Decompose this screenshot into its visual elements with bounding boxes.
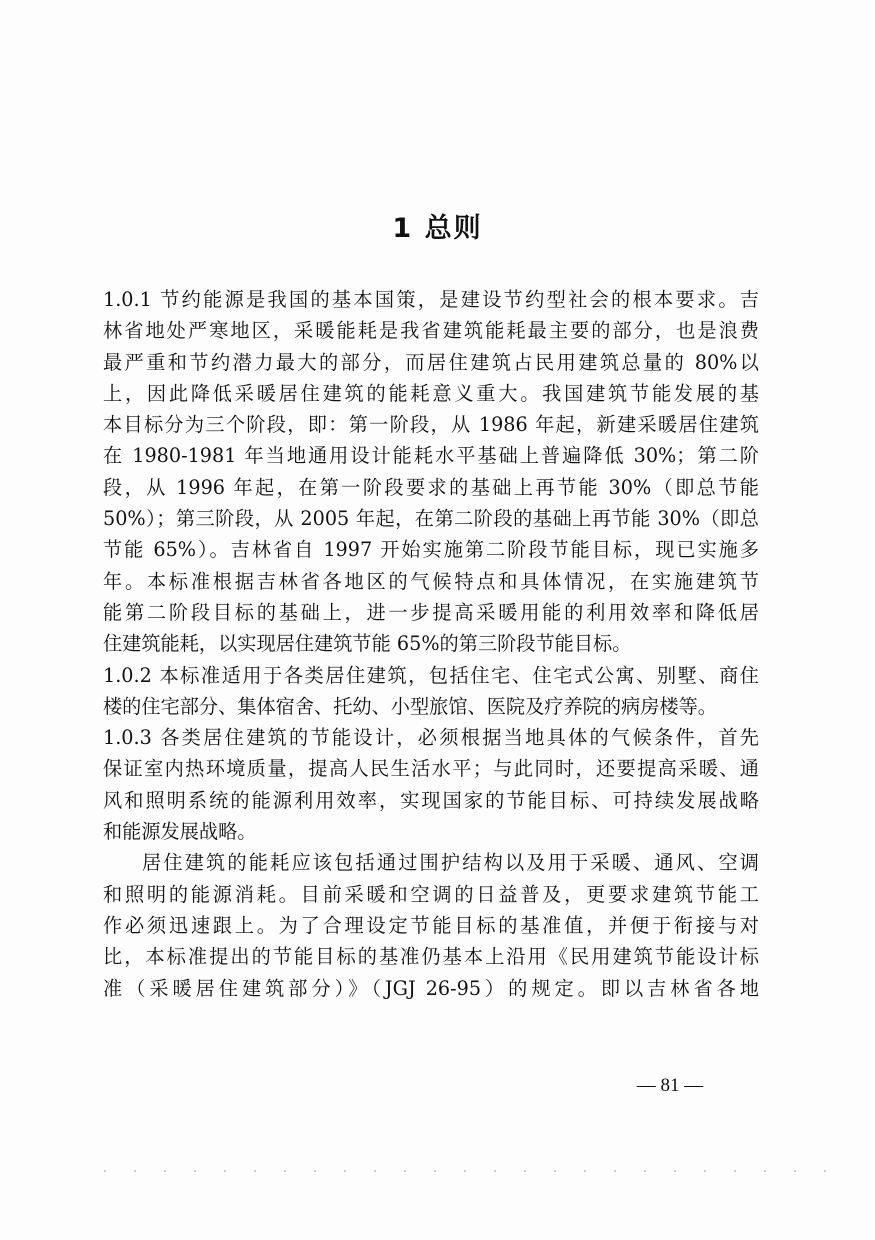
text-line: 本目标分为三个阶段，即：第一阶段，从 1986 年起，新建采暖居住建筑 [103, 413, 759, 437]
page-number: — 81 — [636, 1075, 704, 1096]
text-line: 在 1980-1981 年当地通用设计能耗水平基础上普遍降低 30%；第二阶 [103, 444, 759, 468]
paragraph-1-0-3 [103, 722, 759, 847]
text-line: 段，从 1996 年起，在第一阶段要求的基础上再节能 30%（即总节能 [103, 475, 759, 499]
text-line: 和能源发展战略。 [103, 820, 257, 844]
text-line: 住建筑能耗，以实现居住建筑节能 65%的第三阶段节能目标。 [103, 632, 632, 656]
text-line: 节能 65%）。吉林省自 1997 开始实施第二阶段节能目标，现已实施多 [103, 538, 759, 562]
text-line: 能第二阶段目标的基础上，进一步提高采暖用能的利用效率和降低居 [103, 600, 759, 624]
text-line: 年。本标准根据吉林省各地区的气候特点和具体情况，在实施建筑节 [103, 569, 759, 593]
scan-dot-artifacts [90, 1168, 835, 1174]
paragraph-1-0-1 [103, 284, 759, 660]
text-line: 楼的住宅部分、集体宿舍、托幼、小型旅馆、医院及疗养院的病房楼等。 [103, 694, 717, 718]
text-line: 最严重和节约潜力最大的部分，而居住建筑占民用建筑总量的 80%以 [103, 350, 759, 374]
text-line: 作必须迅速跟上。为了合理设定节能目标的基准值，并便于衔接与对 [103, 913, 759, 937]
paragraph-continuation [103, 847, 759, 1003]
text-line: 1.0.1 节约能源是我国的基本国策，是建设节约型社会的根本要求。吉 [103, 288, 759, 311]
text-line: 和照明的能源消耗。目前采暖和空调的日益普及，更要求建筑节能工 [103, 882, 759, 906]
text-line: 林省地处严寒地区，采暖能耗是我省建筑能耗最主要的部分，也是浪费 [103, 319, 759, 343]
paragraph-1-0-2 [103, 660, 759, 723]
chapter-title: 1 总则 [392, 213, 483, 244]
text-line: 保证室内热环境质量，提高人民生活水平；与此同时，还要提高采暖、通 [103, 757, 759, 781]
text-line: 居住建筑的能耗应该包括通过围护结构以及用于采暖、通风、空调 [142, 851, 759, 875]
text-line: 1.0.2 本标准适用于各类居住建筑，包括住宅、住宅式公寓、别墅、商住 [103, 663, 759, 687]
text-line: 比，本标准提出的节能目标的基准仍基本上沿用《民用建筑节能设计标 [103, 945, 759, 969]
text-line: 1.0.3 各类居住建筑的节能设计，必须根据当地具体的气候条件，首先 [103, 726, 759, 750]
body-text [103, 284, 759, 1004]
text-line: 上，因此降低采暖居住建筑的能耗意义重大。我国建筑节能发展的基 [103, 381, 759, 405]
text-line: 50%）；第三阶段，从 2005 年起，在第二阶段的基础上再节能 30%（即总 [103, 507, 759, 531]
text-line: 准（采暖居住建筑部分）》（JGJ 26-95）的规定。即以吉林省各地 [103, 976, 759, 1000]
text-line: 风和照明系统的能源利用效率，实现国家的节能目标、可持续发展战略 [103, 788, 759, 812]
